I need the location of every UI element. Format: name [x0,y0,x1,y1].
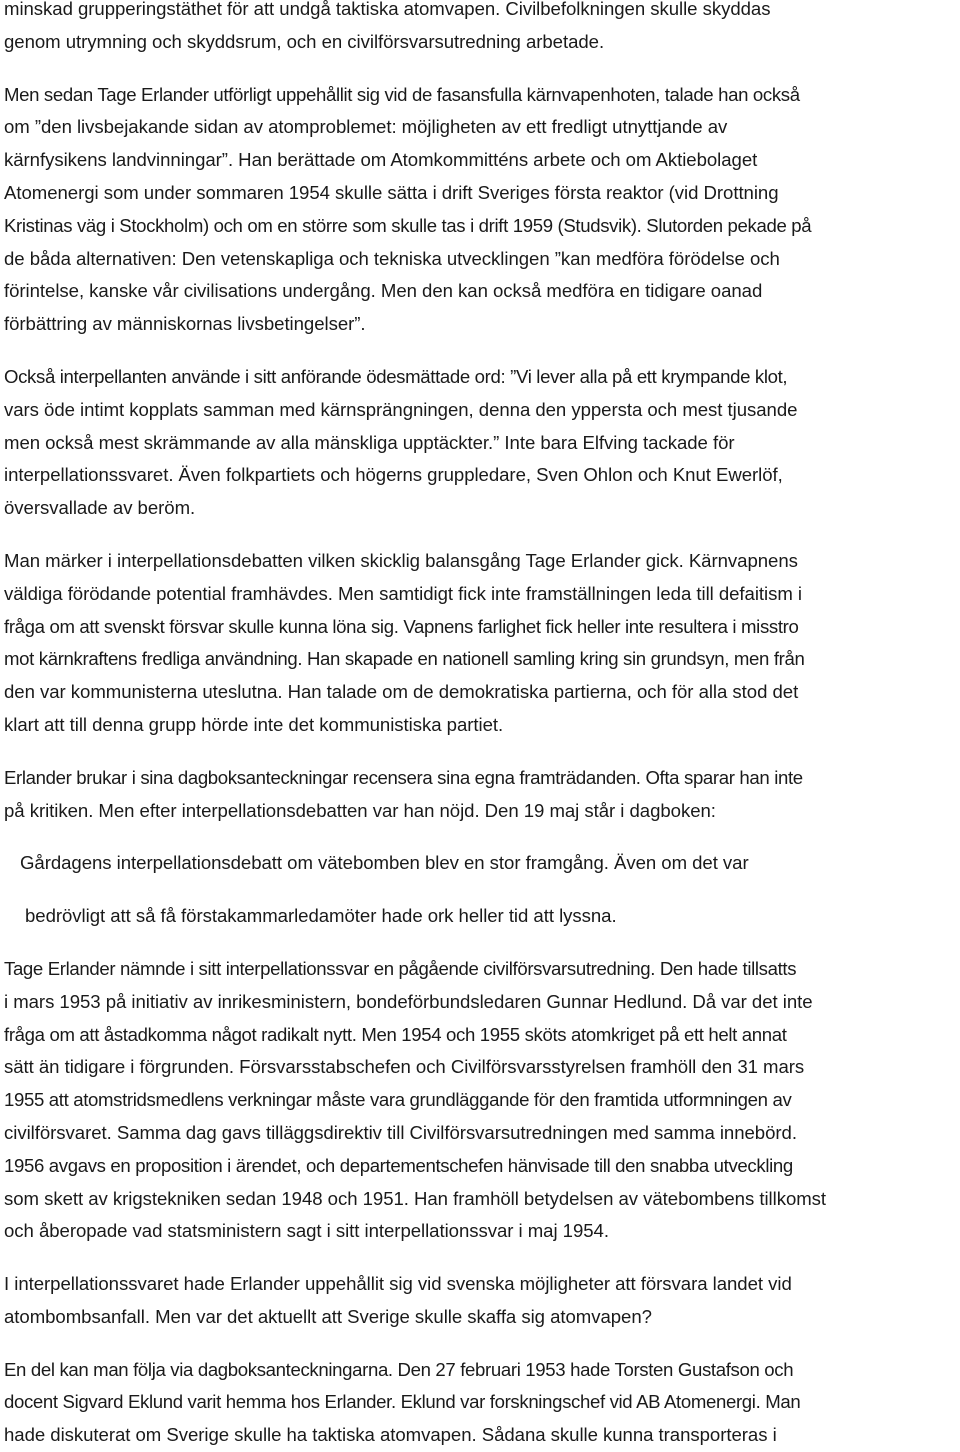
text-line: civilförsvaret. Samma dag gavs tilläggsdirektiv till Civilförsvarsutredningen med samma innebörd. [4,1121,797,1143]
text-line: Erlander brukar i sina dagboksanteckningar recensera sina egna framträdanden. Ofta sparar han inte [4,766,803,788]
text-line: hade diskuterat om Sverige skulle ha taktiska atomvapen. Sådana skulle kunna transporteras i [4,1424,777,1446]
text-line: översvallade av beröm. [4,497,196,519]
text-line: väldiga förödande potential framhävdes. Men samtidigt fick inte framställningen leda till defaitism i [4,582,802,604]
paragraph [4,762,956,828]
text-line: I interpellationssvaret hade Erlander uppehållit sig vid svenska möjligheter att försvara landet vid [4,1273,792,1295]
paragraph [4,361,956,525]
text-line: förintelse, kanske vår civilisations undergång. Men den kan också medföra en tidigare oanad [4,280,763,302]
text-line: klart att till denna grupp hörde inte det kommunistiska partiet. [4,713,504,735]
text-line: kärnfysikens landvinningar”. Han berättade om Atomkommitténs arbete och om Aktiebolaget [4,149,758,171]
paragraph [4,0,956,59]
text-line: i mars 1953 på initiativ av inrikesministern, bondeförbundsledaren Gunnar Hedlund. Då var det inte [4,990,813,1012]
paragraph [4,953,956,1248]
text-line: Men sedan Tage Erlander utförligt uppehållit sig vid de fasansfulla kärnvapenhoten, talade han också [4,83,800,105]
paragraph [4,1268,956,1334]
text-line: fråga om att svenskt försvar skulle kunna löna sig. Vapnens farlighet fick heller inte resultera i misstro [4,615,799,637]
text-line: bedrövligt att så få förstakammarledamöter hade ork heller tid att lyssna. [25,905,617,927]
diary-quote [4,847,956,880]
text-line: vars öde intimt kopplats samman med kärnsprängningen, denna den yppersta och mest tjusande [4,398,798,420]
text-line: minskad grupperingstäthet för att undgå taktiska atomvapen. Civilbefolkningen skulle skyddas [4,0,771,19]
text-line: men också mest skrämmande av alla mänskliga upptäckter.” Inte bara Elfving tackade för [4,431,735,453]
text-line: Man märker i interpellationsdebatten vilken skicklig balansgång Tage Erlander gick. Kärnvapnens [4,549,798,571]
text-line: docent Sigvard Eklund varit hemma hos Erlander. Eklund var forskningschef vid AB Atomenergi. Man [4,1391,801,1413]
text-line: mot kärnkraftens fredliga användning. Han skapade en nationell samling kring sin grundsyn, men från [4,648,805,670]
text-line: på kritiken. Men efter interpellationsdebatten var han nöjd. Den 19 maj står i dagboken: [4,799,716,821]
text-line: som skett av krigstekniken sedan 1948 och 1951. Han framhöll betydelsen av vätebombens tillkomst [4,1187,827,1209]
text-line: sätt än tidigare i förgrunden. Försvarsstabschefen och Civilförsvarsstyrelsen framhöll den 31 mars [4,1056,805,1078]
text-line: En del kan man följa via dagboksanteckningarna. Den 27 februari 1953 hade Torsten Gustafson och [4,1358,794,1380]
text-line: om ”den livsbejakande sidan av atomproblemet: möjligheten av ett fredligt utnyttjande av [4,116,728,138]
text-line: 1956 avgavs en proposition i ärendet, och departementschefen hänvisade till den snabba utveckling [4,1154,793,1176]
paragraph [4,79,956,341]
paragraph [4,1354,956,1452]
paragraph [4,545,956,742]
text-line: atombombsanfall. Men var det aktuellt att Sverige skulle skaffa sig atomvapen? [4,1305,652,1327]
text-line: Också interpellanten använde i sitt anförande ödesmättade ord: ”Vi lever alla på ett krympande klot, [4,365,788,387]
text-line: och åberopade vad statsministern sagt i sitt interpellationssvar i maj 1954. [4,1220,609,1242]
text-line: Kristinas väg i Stockholm) och om en större som skulle tas i drift 1959 (Studsvik). Slutorden pekade på [4,214,812,236]
text-line: den var kommunisterna uteslutna. Han talade om de demokratiska partierna, och för alla stod det [4,681,799,703]
text-line: de båda alternativen: Den vetenskapliga och tekniska utvecklingen ”kan medföra förödelse och [4,247,780,269]
text-line: fråga om att åstadkomma något radikalt nytt. Men 1954 och 1955 sköts atomkriget på ett helt annat [4,1023,787,1045]
text-line: Gårdagens interpellationsdebatt om vätebomben blev en stor framgång. Även om det var [20,852,749,874]
text-line: Atomenergi som under sommaren 1954 skulle sätta i drift Sveriges första reaktor (vid Drottning [4,181,779,203]
text-line: Tage Erlander nämnde i sitt interpellationssvar en pågående civilförsvarsutredning. Den hade tillsatts [4,957,797,979]
text-line: interpellationssvaret. Även folkpartiets och högerns gruppledare, Sven Ohlon och Knut Ewerlöf, [4,464,783,486]
diary-quote [4,900,956,933]
text-line: 1955 att atomstridsmedlens verkningar måste vara grundläggande för den framtida utformningen av [4,1089,792,1111]
text-line: förbättring av människornas livsbetingelser”. [4,313,366,335]
text-line: genom utrymning och skyddsrum, och en civilförsvarsutredning arbetade. [4,30,605,52]
